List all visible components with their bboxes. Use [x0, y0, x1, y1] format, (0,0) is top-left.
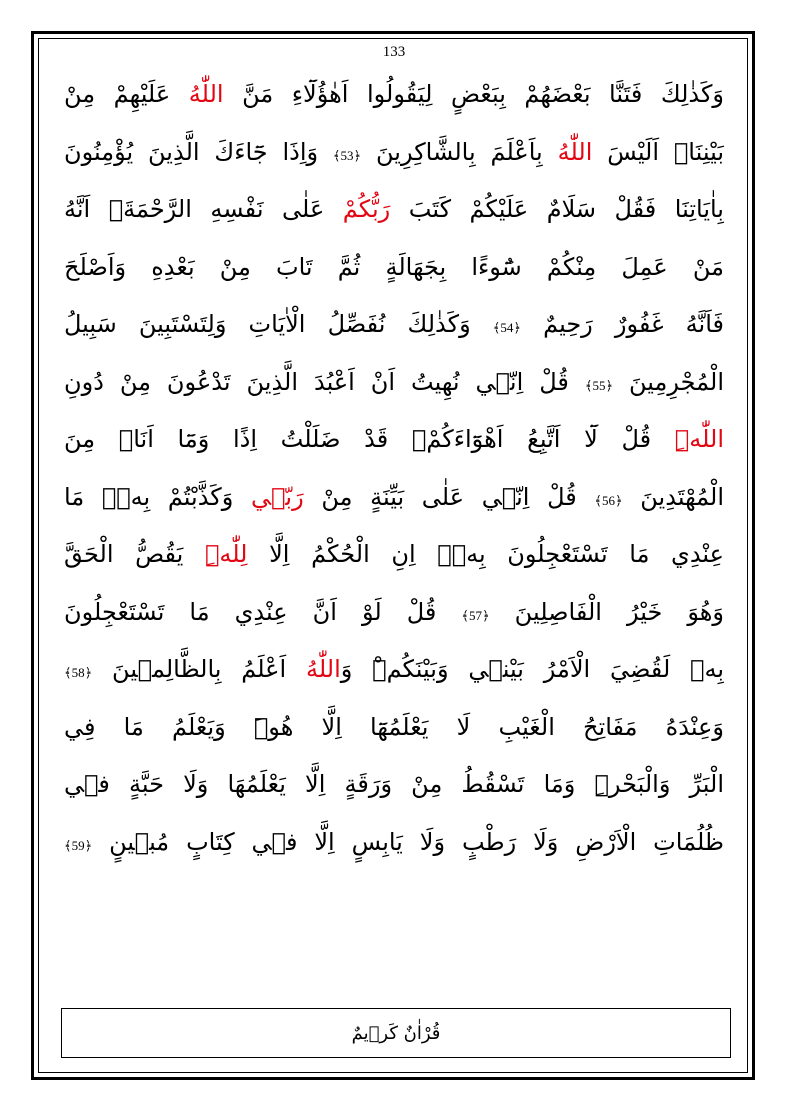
- verse-number: ﴿57﴾: [461, 607, 490, 623]
- verse-text: بَيْنِنَاۜ اَلَيْسَ: [592, 137, 724, 166]
- verse-text: بِاَعْلَمَ بِالشَّاكِرِينَ: [361, 137, 558, 166]
- verse-text: وَكَذٰلِكَ نُفَصِّلُ الْاٰيَاتِ وَلِتَسْتَبِينَ سَبِيلُ: [64, 310, 493, 338]
- text-line: [64, 181, 724, 239]
- text-line: [64, 354, 724, 412]
- text-line: [64, 756, 724, 814]
- footer-box: [61, 1008, 731, 1058]
- verse-text: وَعِنْدَهُ مَفَاتِحُ الْغَيْبِ لَا يَعْلَمُهَٓا اِلَّا هُوَۜ وَيَعْلَمُ مَا فِي: [64, 712, 724, 741]
- verse-text: قُلْ اِنّ۪ي نُهِيتُ اَنْ اَعْبُدَ الَّذِينَ تَدْعُونَ مِنْ دُونِ: [64, 367, 585, 396]
- divine-name: اللّٰهُ: [305, 655, 341, 683]
- verse-text: اَعْلَمُ بِالظَّالِم۪ينَ: [92, 655, 306, 683]
- verse-text: يَقُصُّ الْحَقَّ: [64, 540, 205, 568]
- text-line: [64, 411, 724, 469]
- verse-text: الْمُجْرِمِينَ: [613, 367, 724, 396]
- text-line: [64, 699, 724, 757]
- verse-number: ﴿55﴾: [584, 377, 614, 393]
- verse-text: قُلْ اِنّ۪ي عَلٰى بَيِّنَةٍ مِنْ: [303, 482, 595, 511]
- text-line: [64, 124, 724, 182]
- divine-name: رَبُّكُمْ: [342, 195, 391, 223]
- divine-name: اللّٰهُ: [188, 80, 224, 108]
- verse-text: الْبَرِّ وَالْبَحْرِۜ وَمَا تَسْقُطُ مِنْ وَرَقَةٍ اِلَّا يَعْلَمُهَا وَلَا حَبَّةٍ ف۪ي: [64, 770, 724, 798]
- footer-title: قُرْاٰنٌ كَر۪يمٌ: [351, 1022, 441, 1044]
- verse-text: بِاٰيَاتِنَا فَقُلْ سَلَامٌ عَلَيْكُمْ كَتَبَ: [390, 195, 724, 223]
- verse-text: فَاَنَّهُ غَفُورٌ رَحِيمٌ: [521, 310, 724, 338]
- verse-text: الْمُهْتَدِينَ: [622, 482, 724, 511]
- divine-name: رَبّ۪ي: [250, 482, 304, 511]
- verse-number: ﴿54﴾: [492, 320, 522, 335]
- verse-text: عِنْدِي مَا تَسْتَعْجِلُونَ بِه۪ۜ اِنِ الْحُكْمُ اِلَّا: [247, 540, 724, 568]
- text-line: [64, 469, 724, 527]
- divine-name: لِلّٰهِۜ: [204, 540, 248, 568]
- verse-text: وَهُوَ خَيْرُ الْفَاصِلِينَ: [489, 597, 724, 626]
- quran-text-body: [64, 66, 724, 871]
- verse-text: وَكَذٰلِكَ فَتَنَّا بَعْضَهُمْ بِبَعْضٍ لِيَقُولُوا اَهٰؤُلَٓاءِ مَنَّ: [223, 80, 724, 108]
- text-line: [64, 66, 724, 124]
- verse-text: بِه۪ لَقُضِيَ الْاَمْرُ بَيْن۪ي وَبَيْنَكُمْۜ وَ: [340, 655, 724, 683]
- text-line: [64, 584, 724, 642]
- text-line: [64, 296, 724, 354]
- verse-text: ظُلُمَاتِ الْاَرْضِ وَلَا رَطْبٍ وَلَا يَابِسٍ اِلَّا ف۪ي كِتَابٍ مُب۪ينٍ: [92, 827, 724, 856]
- verse-number: ﴿59﴾: [64, 837, 93, 853]
- text-line: [64, 239, 724, 297]
- page-number: 133: [382, 44, 406, 60]
- divine-name: اللّٰهُ: [557, 137, 593, 166]
- verse-text: مَنْ عَمِلَ مِنْكُمْ سُٓوءًا بِجَهَالَةٍ ثُمَّ تَابَ مِنْ بَعْدِهِ وَاَصْلَحَ: [64, 252, 724, 281]
- divine-name: اللّٰهِۜ: [674, 425, 724, 453]
- verse-text: قُلْ لَٓا اَتَّبِعُ اَهْوَٓاءَكُمْۙ قَدْ ضَلَلْتُ اِذًا وَمَٓا اَنَا۬ مِنَ: [64, 425, 675, 453]
- verse-number: ﴿56﴾: [594, 492, 623, 508]
- text-line: [64, 526, 724, 584]
- verse-text: قُلْ لَوْ اَنَّ عِنْدِي مَا تَسْتَعْجِلُونَ: [64, 597, 462, 626]
- verse-number: ﴿53﴾: [332, 147, 362, 163]
- verse-text: عَلٰى نَفْسِهِ الرَّحْمَةَۙ اَنَّهُ: [64, 195, 343, 223]
- verse-text: عَلَيْهِمْ مِنْ: [64, 80, 189, 108]
- verse-number: ﴿58﴾: [64, 665, 93, 680]
- verse-text: وَكَذَّبْتُمْ بِه۪ۜ مَا: [64, 482, 251, 511]
- text-line: [64, 641, 724, 699]
- text-line: [64, 814, 724, 872]
- verse-text: وَاِذَا جَٓاءَكَ الَّذِينَ يُؤْمِنُونَ: [64, 137, 333, 166]
